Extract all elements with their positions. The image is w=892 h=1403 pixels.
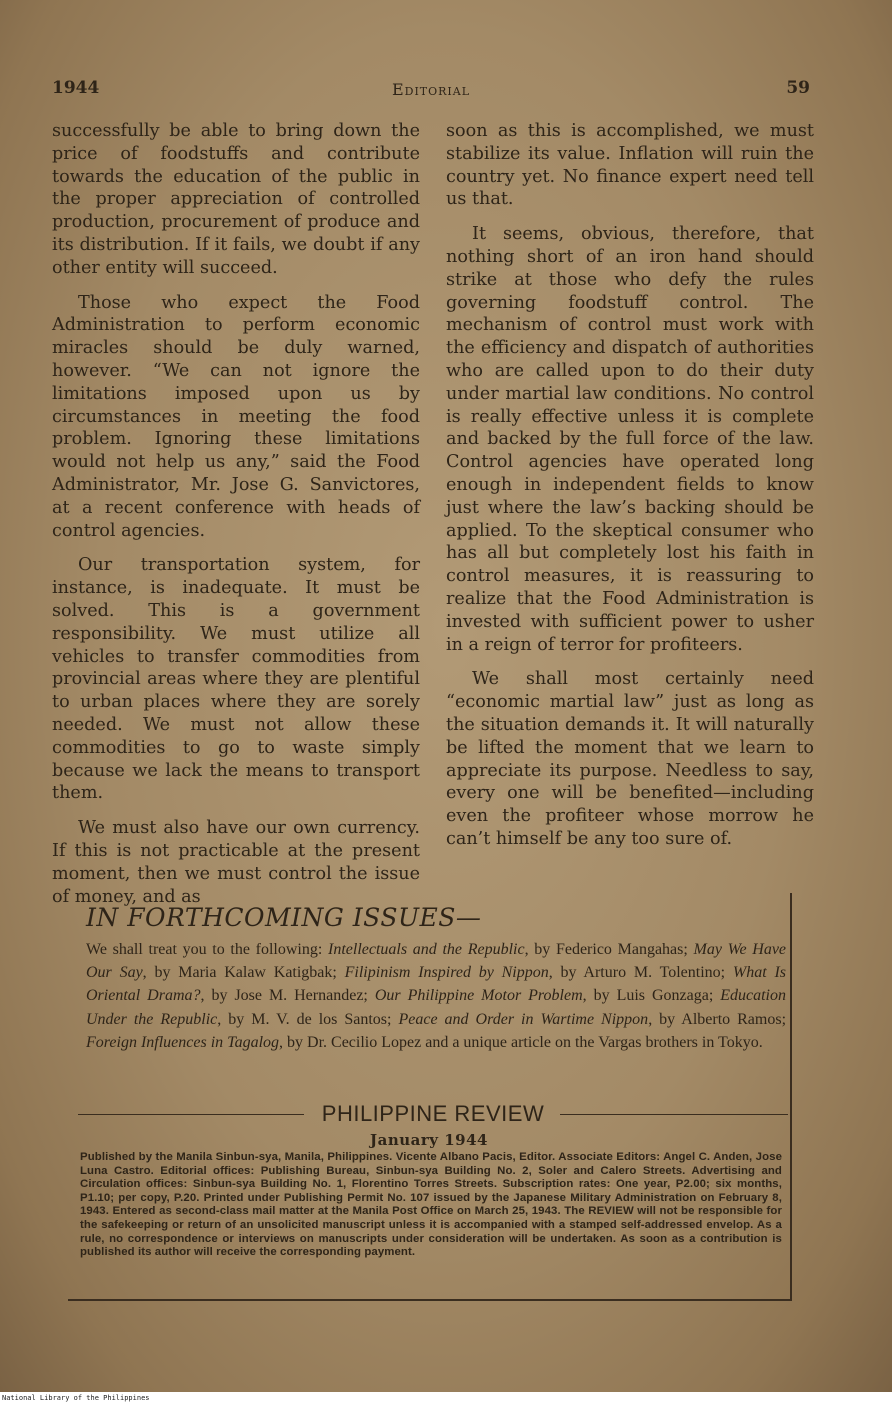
forthcoming-outro: and a unique article on the Vargas brothers in Tokyo. xyxy=(425,1033,763,1051)
paragraph: It seems, obvious, therefore, that nothing short of an iron hand should strike at those who defy the rules governing foodstuff control. The mechanism of control must work with the efficiency and dispatch of authorities who are called upon to do their duty under martial law conditions. No control is really effective unless it is complete and backed by the full force of the law. Control agencies have operated long enough in independent fields to know just where the law’s backing should be applied. To the skeptical consumer who has all but completely lost his faith in control measures, it is reassuring to realize that the Food Administration is invested with sufficient power to usher in a reign of terror for profiteers. xyxy=(446,224,814,655)
paragraph: We shall most certainly need “economic martial law” just as long as the situation demands it. It will naturally be lifted the moment that we learn to appreciate its purpose. Needless to say, every one will be benefited—including even the profiteer whose morrow he can’t himself be any too sure of. xyxy=(446,669,814,849)
forthcoming-article-title: Our Philippine Motor Problem xyxy=(374,987,583,1005)
forthcoming-article-title: May We Have Our Say xyxy=(86,941,787,982)
forthcoming-article-title: Foreign Influences in Tagalog xyxy=(86,1033,280,1051)
forthcoming-article-author: M. V. de los Santos xyxy=(251,1010,388,1028)
forthcoming-title: IN FORTHCOMING ISSUES— xyxy=(86,903,482,932)
review-name: PHILIPPINE REVIEW xyxy=(321,1101,545,1126)
forthcoming-article-title: Peace and Order in Wartime Nippon xyxy=(398,1010,649,1028)
page-number: 59 xyxy=(786,78,810,98)
review-masthead xyxy=(78,1101,788,1125)
left-column xyxy=(52,120,420,907)
colophon: Published by the Manila Sinbun-sya, Manila, Philippines. Vicente Albano Pacis, Editor. Associate Editors: Angel C. Anden, Jose Luna Castro. Editorial offices: Publishing Bureau, Sinbun-sya Building No. 2, Soler and Calero Streets. Advertising and Circulation offices: Sinbun-sya Building No. 1, Florentino Torres Streets. Subscription rates: One year, P2.00; six months, P1.10; per copy, P.20. Printed under Publishing Permit No. 107 issued by the Japanese Military Administration on February 8, 1943. Entered as second-class mail matter at the Manila Post Office on March 25, 1943. The REVIEW will not be responsible for the safekeeping or return of an unsolicited manuscript unless it is accompanied with a stamped self-addressed envelop. As a rule, no correspondence or interviews on manuscripts under consideration will be undertaken. As soon as a contribution is published its author will receive the corresponding payment. xyxy=(80,1151,782,1259)
forthcoming-article-author: Dr. Cecilio Lopez xyxy=(307,1033,422,1051)
editorial-body xyxy=(52,120,814,907)
forthcoming-intro: We shall treat you to the following: xyxy=(86,941,329,958)
forthcoming-article-author: Maria Kalaw Katigbak xyxy=(178,964,333,982)
paragraph: Those who expect the Food Administration to perform economic miracles should be duly warned, however. “We can not ignore the limitations imposed upon us by circumstances in meeting the food problem. Ignoring these limitations would not help us any,” said the Food Administrator, Mr. Jose G. Sanvictores, at a recent conference with heads of control agencies. xyxy=(52,292,420,541)
forthcoming-article-author: Luis Gonzaga xyxy=(616,987,709,1005)
issue-date: January 1944 xyxy=(370,1131,488,1149)
paragraph: soon as this is accomplished, we must stabilize its value. Inflation will ruin the country yet. No finance expert need tell us that. xyxy=(446,121,814,210)
right-column xyxy=(446,120,814,882)
paragraph: We must also have our own currency. If this is not practicable at the present moment, then we must control the issue of money, and as xyxy=(52,818,420,907)
forthcoming-article-author: Alberto Ramos xyxy=(681,1010,782,1028)
forthcoming-article-author: Federico Mangahas xyxy=(555,941,684,958)
forthcoming-box xyxy=(68,893,792,1301)
masthead-rule-right xyxy=(560,1114,788,1115)
forthcoming-article-author: Jose M. Hernandez xyxy=(234,987,364,1005)
library-credit: National Library of the Philippines xyxy=(2,1394,150,1402)
forthcoming-article-title: Intellectuals and the Republic xyxy=(328,941,525,958)
page-header xyxy=(52,78,810,108)
header-year: 1944 xyxy=(52,78,100,98)
paragraph: Our transportation system, for instance, is inadequate. It must be solved. This is a government responsibility. We must utilize all vehicles to transfer commodities from provincial areas where they are plentiful to urban places where they are sorely needed. We must not allow these commodities to go to waste simply because we lack the means to transport them. xyxy=(52,555,420,804)
header-title: Editorial xyxy=(391,80,471,99)
forthcoming-article-title: Filipinism Inspired by Nippon xyxy=(344,964,549,982)
forthcoming-article-title: Education Under the Republic xyxy=(86,987,786,1028)
forthcoming-list xyxy=(86,938,786,1054)
forthcoming-article-title: What Is Oriental Drama? xyxy=(86,964,786,1005)
paragraph: successfully be able to bring down the price of foodstuffs and contribute towards the education of the public in the proper appreciation of controlled production, procurement of produce and its distribution. If it fails, we doubt if any other entity will succeed. xyxy=(52,121,420,278)
forthcoming-article-author: Arturo M. Tolentino xyxy=(583,964,721,982)
forthcoming-items: Intellectuals and the Republic, by Federico Mangahas; May We Have Our Say, by Maria Kalaw Katigbak; Filipinism Inspired by Nippon, by Arturo M. Tolentino; What Is Oriental Drama?, by Jose M. Hernandez; Our Philippine Motor Problem, by Luis Gonzaga; Education Under the Republic, by M. V. de los Santos; Peace and Order in Wartime Nippon, by Alberto Ramos; Foreign Influences in Tagalog, by Dr. Cecilio Lopez xyxy=(86,941,787,1051)
